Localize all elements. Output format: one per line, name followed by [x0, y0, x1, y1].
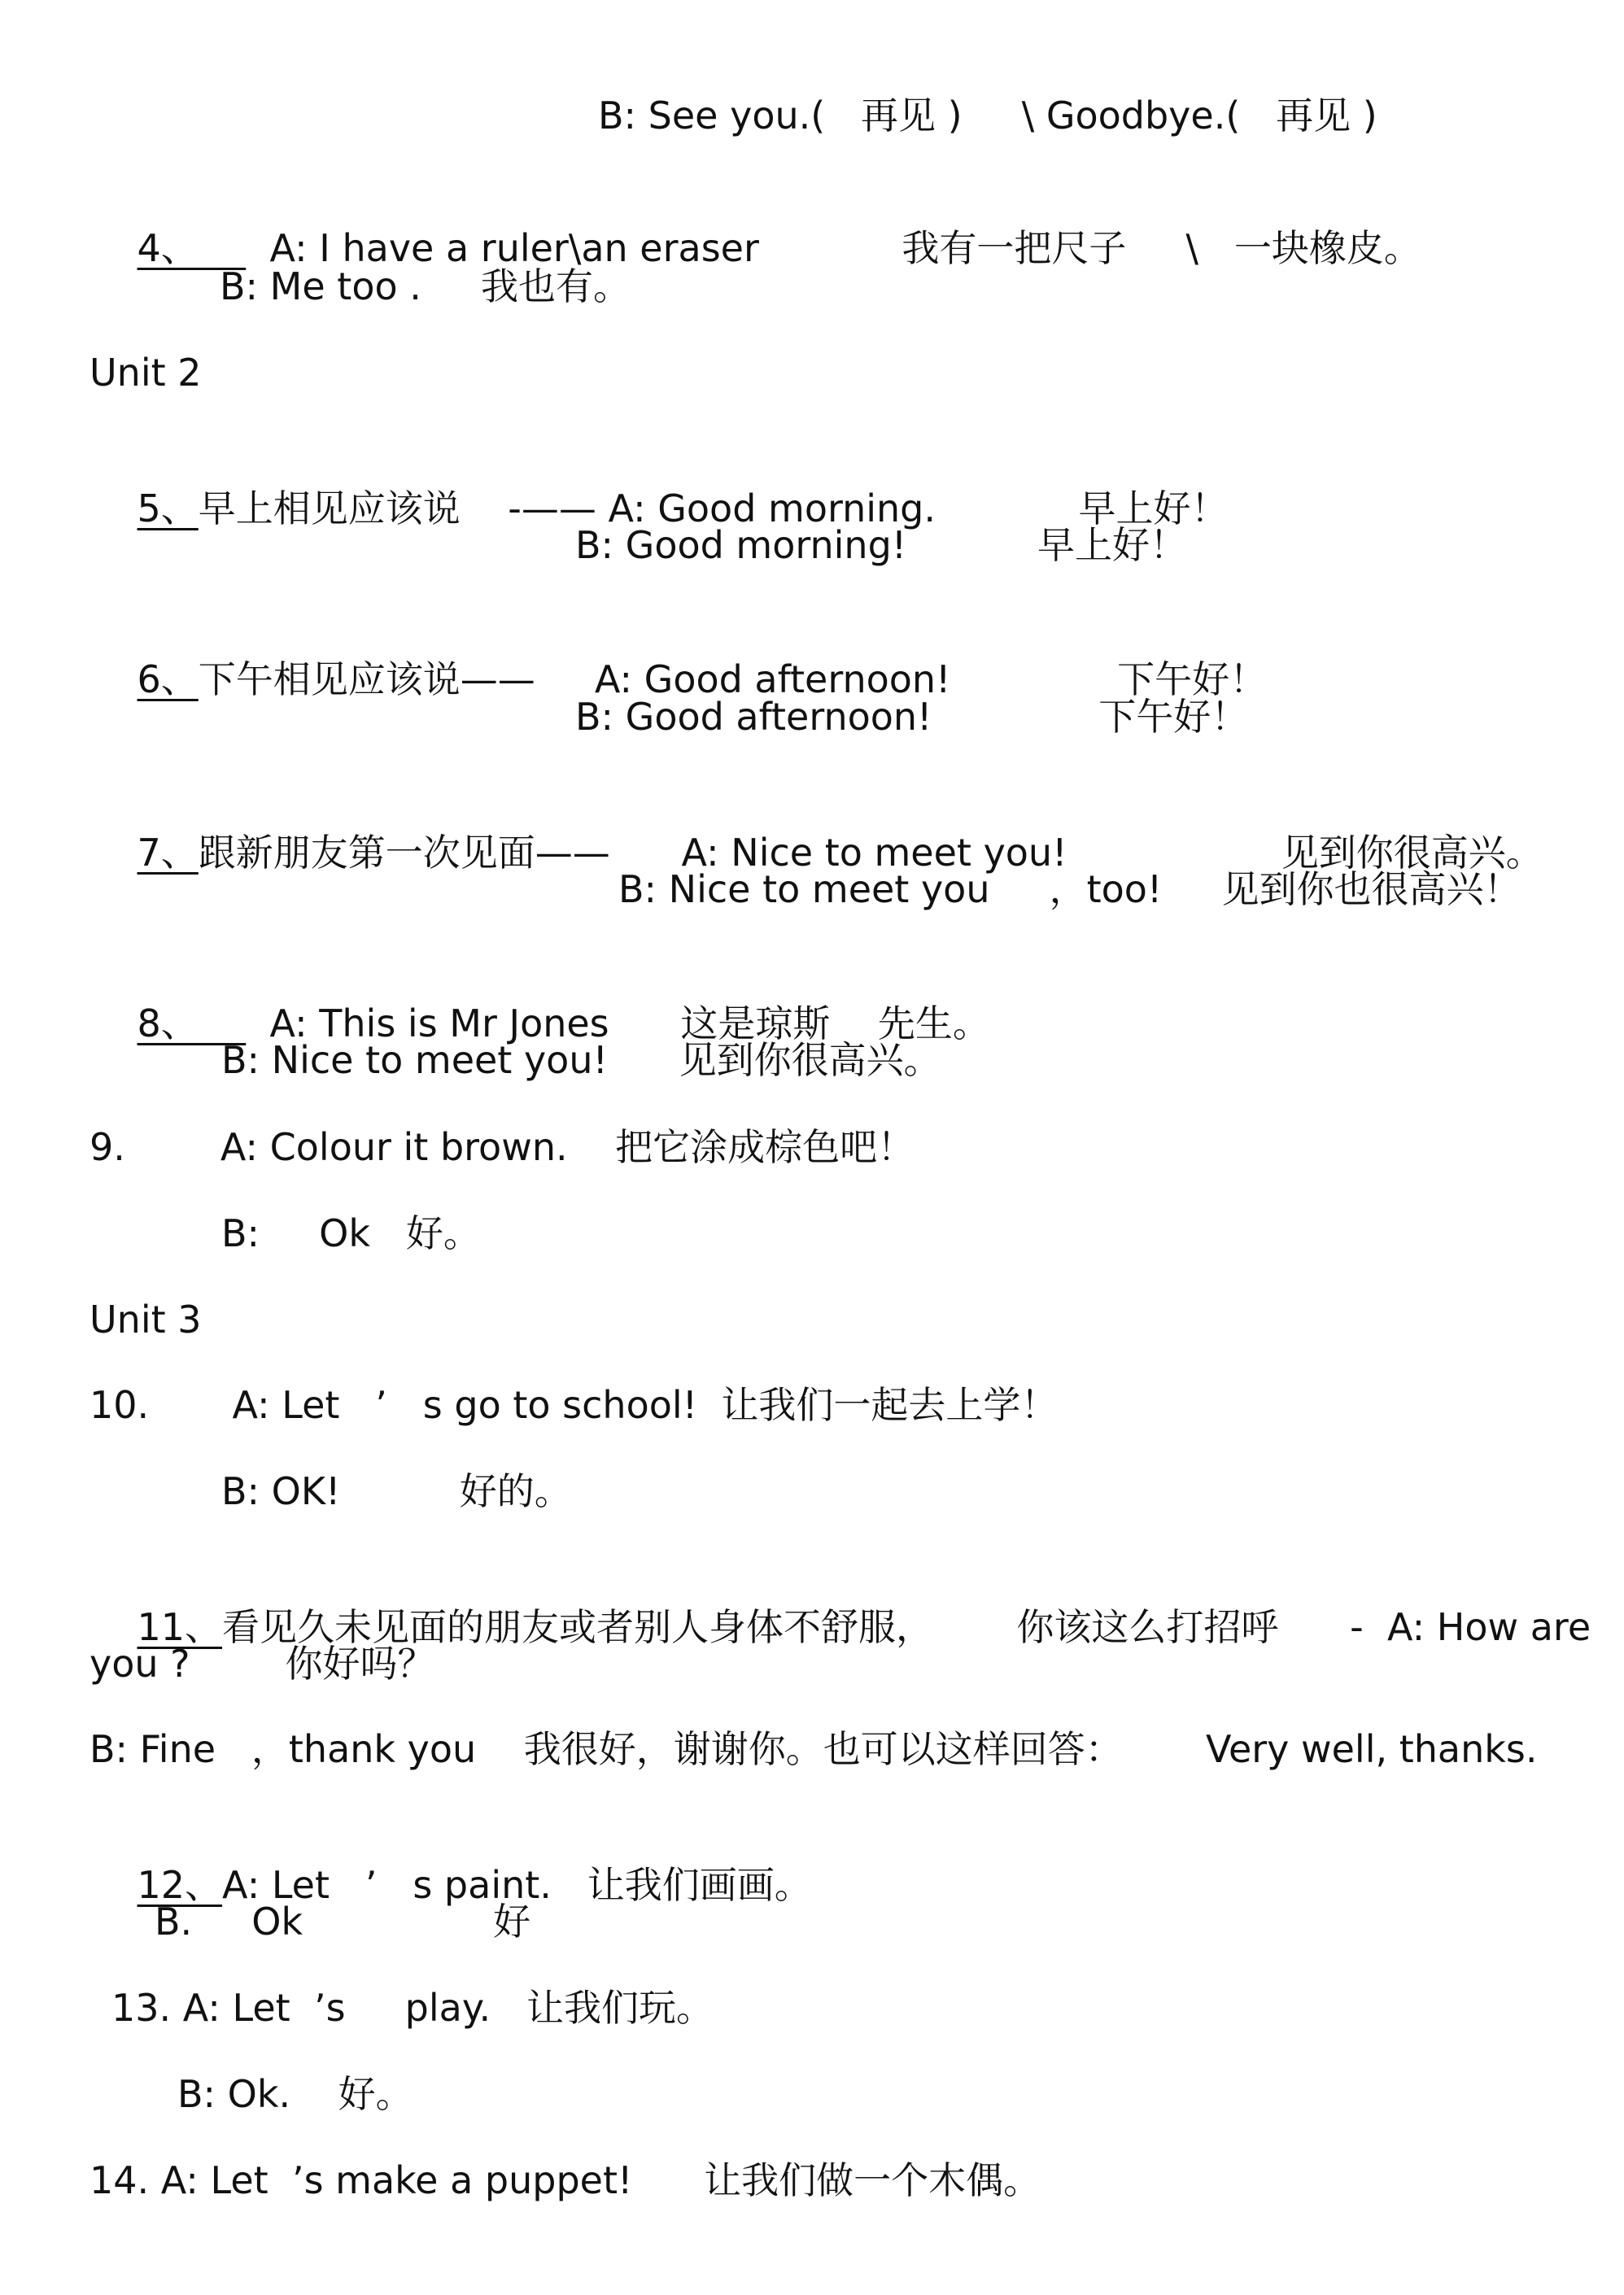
line-14: 14. A: Let ’s make a puppet! 让我们做一个木偶。: [89, 2158, 1041, 2202]
line-10-b-ok: B: OK! 好的。: [221, 1469, 572, 1513]
line-7-text: 跟新朋友第一次见面—— A: Nice to meet you! 见到你很高兴。: [198, 831, 1543, 875]
item-number-12: 12、: [137, 1863, 223, 1907]
line-10: 10. A: Let ’ s go to school! 让我们一起去上学！: [89, 1383, 1059, 1427]
line-1-b-see-you: B: See you.( 再见 ) \ Goodbye.( 再见 ): [598, 94, 1377, 137]
line-12-text: A: Let ’ s paint. 让我们画画。: [222, 1863, 812, 1907]
line-13-b-ok: B: Ok. 好。: [177, 2072, 413, 2116]
line-12-b-ok: B. Ok 好: [155, 1900, 531, 1944]
item-number-11: 11、: [137, 1605, 223, 1649]
line-6-b-good-afternoon: B: Good afternoon! 下午好！: [575, 695, 1249, 739]
line-5-b-good-morning: B: Good morning! 早上好！: [575, 523, 1188, 567]
line-11-text: 看见久未见面的朋友或者别人身体不舒服， 你该这么打招呼 - A: How are: [222, 1605, 1591, 1649]
line-13: 13. A: Let ’s play. 让我们玩。: [111, 1986, 714, 2030]
line-9-b-ok: B: Ok 好。: [221, 1211, 481, 1255]
line-6-text: 下午相见应该说—— A: Good afternoon! 下午好！: [198, 657, 1268, 701]
item-number-6: 6、: [137, 657, 199, 701]
line-8-b-nice-to-meet-you: B: Nice to meet you! 见到你很高兴。: [221, 1038, 941, 1082]
line-9: 9. A: Colour it brown. 把它涂成棕色吧！: [89, 1125, 915, 1169]
item-number-8: 8、: [137, 1001, 247, 1045]
item-number-5: 5、: [137, 486, 199, 530]
line-11-continued: you ? 你好吗？: [89, 1642, 435, 1686]
unit-3-heading: Unit 3: [89, 1298, 202, 1342]
line-11-b-fine-thank-you: B: Fine ，thank you 我很好，谢谢你。也可以这样回答： Very well, thanks.: [89, 1727, 1538, 1771]
line-4-b-me-too: B: Me too . 我也有。: [220, 264, 631, 308]
line-8-text: A: This is Mr Jones 这是琼斯 先生。: [246, 1001, 990, 1045]
line-4-text: A: I have a ruler\an eraser 我有一把尺子 \ 一块橡皮。: [246, 226, 1421, 270]
item-number-7: 7、: [137, 831, 199, 875]
line-7-b-nice-to-meet-you-too: B: Nice to meet you ，too! 见到你也很高兴！: [618, 867, 1521, 911]
line-5-text: 早上相见应该说 -—— A: Good morning. 早上好！: [198, 486, 1229, 530]
item-number-4: 4、: [137, 226, 247, 270]
unit-2-heading: Unit 2: [89, 351, 202, 395]
